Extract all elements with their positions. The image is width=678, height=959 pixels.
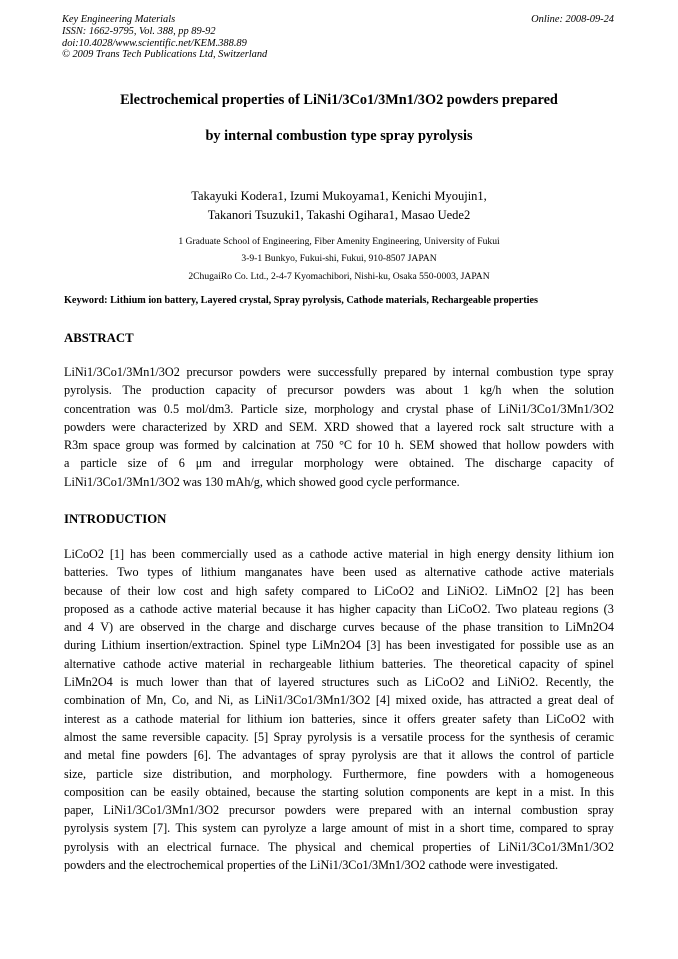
- keywords: Keyword: Lithium ion battery, Layered crystal, Spray pyrolysis, Cathode materials, Rechargeable properties: [64, 295, 538, 306]
- abstract-heading: ABSTRACT: [64, 331, 134, 345]
- paper-title-line-2: by internal combustion type spray pyrolysis: [205, 128, 473, 144]
- affiliation-line-3: 2ChugaiRo Co. Ltd., 2-4-7 Kyomachibori, Nishi-ku, Osaka 550-0003, JAPAN: [188, 271, 490, 282]
- text-line: LiNi1/3Co1/3Mn1/3O2 precursor powders were successfully prepared by internal combustion type spray: [64, 365, 614, 379]
- text-line: a particle size of 6 μm and irregular morphology were obtained. The discharge capacity of: [64, 456, 614, 471]
- text-line: concentration was 0.5 mol/dm3. Particle size, morphology and crystal phase of LiNi1/3Co1/3Mn1/3O2: [64, 401, 614, 416]
- text-line: batteries. Two types of lithium manganates have been used as alternative cathode active materials: [64, 565, 614, 580]
- text-line: composition can be easily obtained, because the starting solution components are kept in a mist. In this: [64, 784, 614, 799]
- introduction-body: [64, 545, 614, 874]
- abstract-body: [64, 363, 614, 491]
- authors-line-2: Takanori Tsuzuki1, Takashi Ogihara1, Masao Uede2: [207, 208, 471, 222]
- text-line: powders and the electrochemical properties of the LiNi1/3Co1/3Mn1/3O2 cathode were investigated.: [64, 858, 559, 873]
- text-line: proposed as a cathode active material because it has higher capacity than LiCoO2. Two plateau regions (3: [64, 601, 614, 616]
- text-line: LiNi1/3Co1/3Mn1/3O2 was 130 mAh/g, which showed good cycle performance.: [64, 474, 460, 489]
- text-line: powders were characterized by XRD and SEM. XRD showed that a layered rock salt structure with a: [64, 419, 614, 434]
- issn-line: ISSN: 1662-9795, Vol. 388, pp 89-92: [62, 25, 216, 37]
- text-line: alternative cathode active material in rechargeable lithium batteries. The theoretical capacity of spinel: [64, 656, 614, 671]
- text-line: size, particle size distribution, and morphology. Furthermore, fine powders with a homogeneous: [64, 766, 614, 781]
- affiliation-line-2: 3-9-1 Bunkyo, Fukui-shi, Fukui, 910-8507 JAPAN: [241, 253, 437, 264]
- introduction-heading: INTRODUCTION: [64, 512, 167, 526]
- paper-title-line-1: Electrochemical properties of LiNi1/3Co1/3Mn1/3O2 powders prepared: [120, 92, 558, 108]
- journal-name: Key Engineering Materials: [62, 14, 176, 25]
- text-line: paper, LiNi1/3Co1/3Mn1/3O2 precursor powders were prepared with an internal combustion spray: [64, 803, 614, 818]
- text-line: combination of Mn, Co, and Ni, as LiNi1/3Co1/3Mn1/3O2 [4] mixed oxide, has attracted a great deal of: [64, 693, 614, 708]
- text-line: during Lithium insertion/extraction. Spinel type LiMn2O4 [3] has been investigated for possible use as an: [64, 638, 614, 653]
- affiliation-line-1: 1 Graduate School of Engineering, Fiber Amenity Engineering, University of Fukui: [178, 236, 500, 247]
- text-line: because of their low cost and high safety compared to LiCoO2 and LiNiO2. LiMnO2 [2] has been: [64, 583, 614, 598]
- text-line: pyrolysis system [7]. This system can pyrolyze a large amount of mist in a short time, compared to spray: [64, 821, 614, 836]
- text-line: and metal fine powders [6]. The advantages of spray pyrolysis are that it allows the control of particle: [64, 748, 614, 763]
- authors-line-1: Takayuki Kodera1, Izumi Mukoyama1, Kenichi Myoujin1,: [191, 189, 487, 203]
- online-date: Online: 2008-09-24: [531, 14, 614, 25]
- text-line: pyrolysis with an electrical furnace. The physical and chemical properties of LiNi1/3Co1/3Mn1/3O2: [64, 839, 614, 854]
- text-line: interest as a cathode material for lithium ion batteries, since it offers greater safety than LiCoO2 with: [64, 711, 614, 726]
- text-line: LiMn2O4 is much lower than that of layered structures such as LiCoO2 and LiNiO2. Recently, the: [64, 675, 614, 690]
- doi-line: doi:10.4028/www.scientific.net/KEM.388.89: [62, 37, 247, 49]
- text-line: R3m space group was formed by calcination at 750 °C for 10 h. SEM showed that hollow powders with: [64, 438, 614, 453]
- running-header: [62, 14, 267, 61]
- text-line: almost the same reversible capacity. [5] Spray pyrolysis is a versatile process for the synthesis of ceramic: [64, 729, 614, 744]
- text-line: and 4 V) are observed in the charge and discharge curves because of the phase transition to LiMn2O4: [64, 620, 614, 635]
- text-line: pyrolysis. The production capacity of precursor powders was about 1 kg/h when the solution: [64, 383, 614, 398]
- copyright-line: © 2009 Trans Tech Publications Ltd, Switzerland: [62, 49, 268, 61]
- text-line: LiCoO2 [1] has been commercially used as a cathode active material in high energy density lithium ion: [64, 547, 614, 561]
